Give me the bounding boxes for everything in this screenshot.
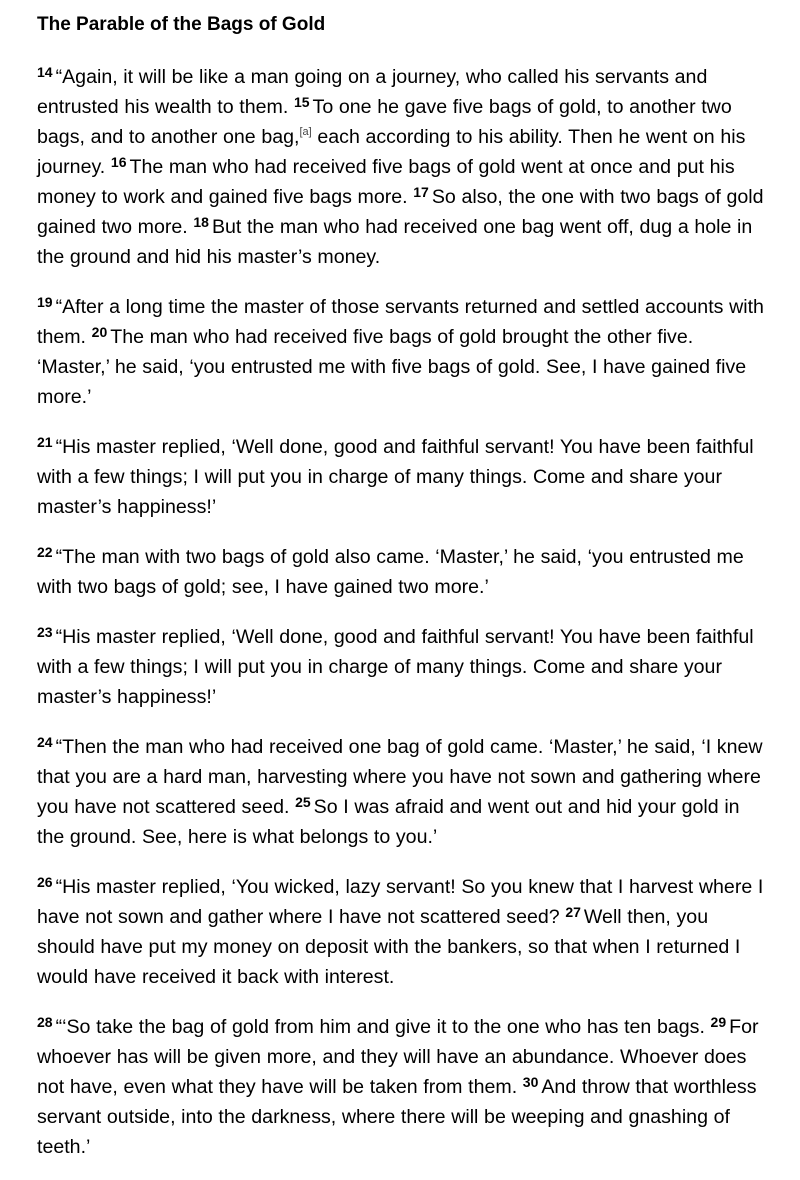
paragraph [37,542,770,602]
verse-text: “His master replied, ‘You wicked, lazy servant! So you knew that I harvest where I have not sown and gather where I have not scattered seed? [37,876,764,928]
verse-text: The man who had received five bags of gold brought the other five. ‘Master,’ he said, ‘you entrusted me with five bags of gold. See, I have gained five more.’ [37,326,747,408]
section-heading: The Parable of the Bags of Gold [37,14,326,35]
verse-number: 14 [37,64,53,80]
verse-number: 22 [37,544,53,560]
verse-number: 29 [710,1014,727,1030]
verse-text: So also, the one with two bags of gold gained two more. [37,186,764,238]
verse-text: For whoever has will be given more, and they will have an abundance. Whoever does not have, even what they have will be taken from them. [37,1016,759,1098]
verse-text: “Then the man who had received one bag of gold came. ‘Master,’ he said, ‘I knew that you are a hard man, harvesting where you have not sown and gathering where you have not scattered seed. [37,736,763,818]
verse-number: 25 [295,794,311,810]
footnote-link[interactable]: [a] [299,126,312,138]
verse-text: “Again, it will be like a man going on a journey, who called his servants and entrusted his wealth to them. [37,66,708,118]
verse-number: 24 [37,734,53,750]
verse-text: The man who had received five bags of gold went at once and put his money to work and gained five bags more. [37,156,735,208]
verse-number: 27 [565,904,581,920]
paragraph [37,622,770,712]
paragraph [37,432,770,522]
verse-text: And throw that worthless servant outside, into the darkness, where there will be weeping and gnashing of teeth.’ [37,1076,757,1158]
paragraph [37,1012,770,1162]
verse-text: each according to his ability. Then he went on his journey. [37,126,746,178]
paragraph [37,732,770,852]
verse-number: 20 [91,324,108,340]
verse-text: “His master replied, ‘Well done, good and faithful servant! You have been faithful with a few things; I will put you in charge of many things. Come and share your master’s happiness!’ [37,626,754,708]
verse-number: 19 [37,294,53,310]
verse-text: But the man who had received one bag went off, dug a hole in the ground and hid his master’s money. [37,216,753,268]
verse-number: 28 [37,1014,53,1030]
verse-number: 21 [37,434,53,450]
verse-text: Well then, you should have put my money on deposit with the bankers, so that when I returned I would have received it back with interest. [37,906,741,988]
verse-number: 23 [37,624,53,640]
passage-body [37,62,770,1162]
verse-number: 26 [37,874,53,890]
verse-number: 17 [413,184,429,200]
verse-number: 16 [110,154,127,170]
verse-number: 15 [293,94,310,110]
verse-number: 30 [522,1074,539,1090]
verse-text: “The man with two bags of gold also came. ‘Master,’ he said, ‘you entrusted me with two bags of gold; see, I have gained two more.’ [37,546,744,598]
paragraph [37,292,770,412]
verse-text: “After a long time the master of those servants returned and settled accounts with them. [37,296,764,348]
verse-number: 18 [193,214,209,230]
verse-text: To one he gave five bags of gold, to another two bags, and to another one bag, [37,96,732,148]
paragraph [37,62,770,272]
verse-text: “His master replied, ‘Well done, good and faithful servant! You have been faithful with a few things; I will put you in charge of many things. Come and share your master’s happiness!’ [37,436,754,518]
paragraph [37,872,770,992]
verse-text: So I was afraid and went out and hid your gold in the ground. See, here is what belongs to you.’ [37,796,740,848]
verse-text: “‘So take the bag of gold from him and give it to the one who has ten bags. [55,1016,711,1038]
